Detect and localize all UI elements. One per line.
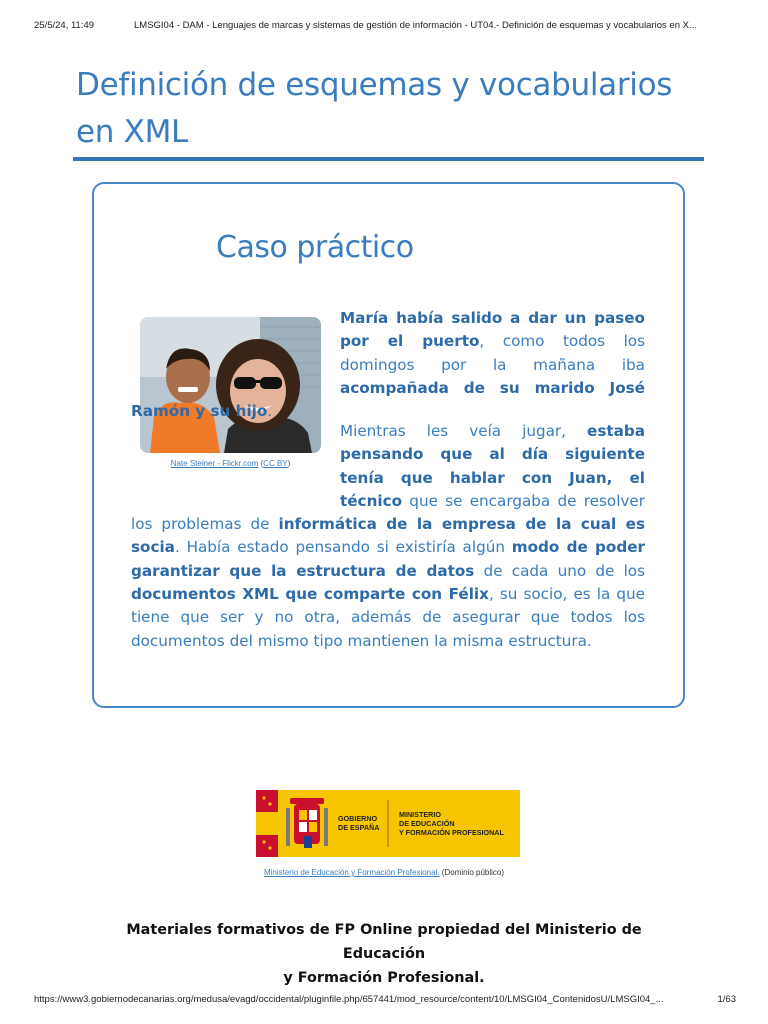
body-text: . [267, 402, 273, 421]
body-text: , su socio, es la que tiene que ser y no otra, además de asegurar que todos los documentos del mismo tipo mantienen la misma estructura. [131, 585, 645, 650]
logo-text-formacion: Y FORMACIÓN PROFESIONAL [399, 828, 504, 837]
page-title: Definición de esquemas y vocabularios en XML [76, 67, 673, 150]
logo-credit [0, 868, 768, 877]
ownership-notice [104, 918, 664, 990]
ministry-link[interactable]: Ministerio de Educación y Formación Profesional. [263, 868, 440, 877]
ownership-line-1: Materiales formativos de FP Online propiedad del Ministerio de Educación [126, 922, 642, 962]
photo-credit-close: ) [287, 459, 291, 468]
photo-author-link[interactable]: Nate Steiner - Flickr.com [170, 459, 259, 468]
case-paragraph-1 [131, 307, 645, 423]
page-counter: 1/63 [717, 994, 736, 1005]
logo-text-gobierno: GOBIERNO [338, 814, 378, 823]
title-divider [73, 157, 704, 161]
logo-text-espana: DE ESPAÑA [338, 823, 380, 832]
body-text: Mientras les veía jugar, [340, 422, 588, 440]
body-text: . Había estado pensando si existiría algún [174, 538, 512, 557]
logo-text-educacion: DE EDUCACIÓN [399, 819, 455, 828]
case-paragraph-2 [131, 420, 645, 653]
government-logo [256, 790, 520, 857]
print-footer [0, 992, 768, 1012]
body-text: , como todos los domingos por la mañana iba [340, 332, 645, 374]
emphasis-text: estaba pensando que al día siguiente tenía que hablar con Juan, el técnico [340, 422, 645, 510]
photo-license-link[interactable]: CC BY [263, 459, 288, 468]
photo-credit-open: ( [258, 459, 264, 468]
emphasis-text: acompañada de su marido José Ramón y su hijo [131, 378, 645, 421]
print-document-title: LMSGI04 - DAM - Lenguajes de marcas y sistemas de gestión de información - UT04.- Definición de esquemas y vocabularios en X... [134, 20, 697, 31]
print-url: https://www3.gobiernodecanarias.org/medusa/evagd/occidental/pluginfile.php/657441/mod_resource/content/10/LMSGI04_ContenidosU/LMSGI04_... [34, 994, 664, 1005]
logo-text-ministerio: MINISTERIO [399, 810, 441, 819]
case-study-heading: Caso práctico [216, 230, 414, 265]
emphasis-text: María había salido a dar un paseo por el puerto [340, 309, 645, 351]
print-date: 25/5/24, 11:49 [34, 20, 95, 31]
body-text: que se encargaba de resolver los problemas de [131, 491, 645, 534]
emphasis-text: documentos XML que comparte con Félix [131, 585, 489, 604]
print-header [0, 0, 768, 50]
ownership-line-2: y Formación Profesional. [283, 970, 485, 986]
emphasis-text: modo de poder garantizar que la estructura de datos [131, 538, 646, 580]
body-text: de cada uno de los [474, 561, 645, 580]
logo-license: (Dominio público) [439, 868, 505, 877]
emphasis-text: informática de la empresa de la cual es socia [131, 515, 646, 557]
